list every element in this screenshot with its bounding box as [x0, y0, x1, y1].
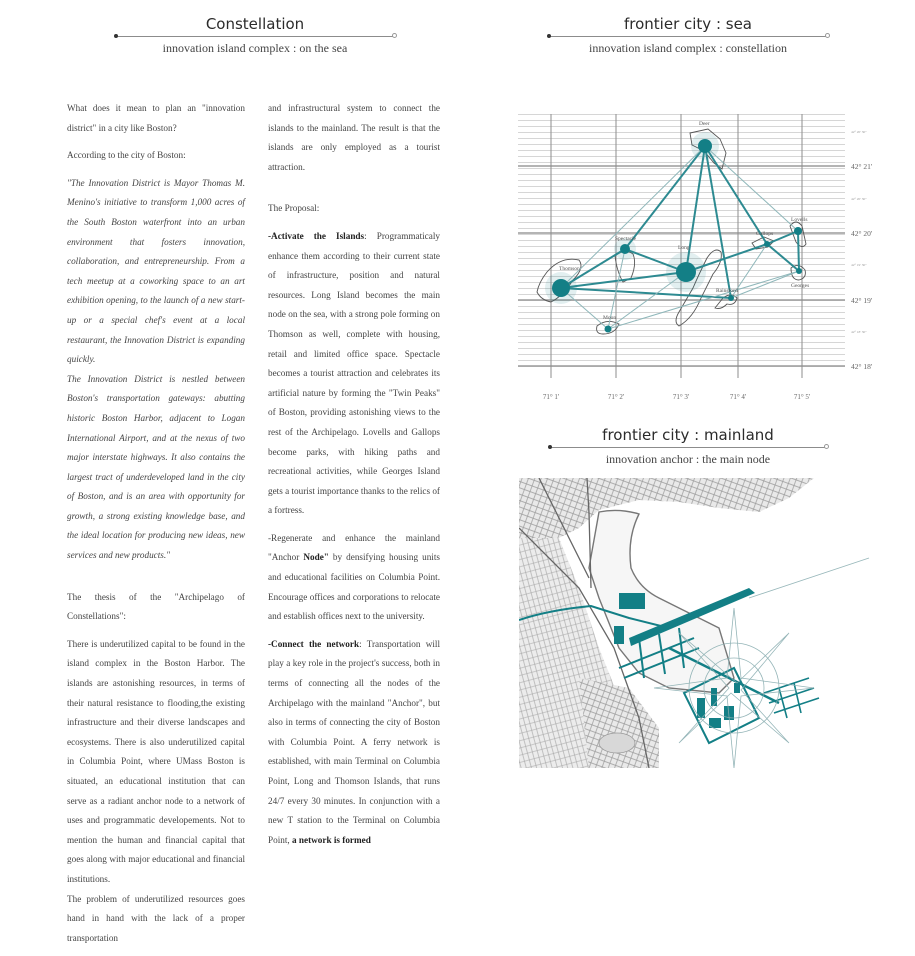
svg-text:42° 19': 42° 19' — [851, 296, 873, 305]
divider-dot-icon — [114, 34, 118, 38]
divider-ring-icon — [392, 33, 397, 38]
svg-text:Long: Long — [678, 245, 690, 251]
svg-text:Gallops: Gallops — [756, 231, 774, 237]
proposal-item-connect — [268, 635, 440, 851]
mainland-section-header — [550, 426, 826, 466]
svg-text:42° 19' 30": 42° 19' 30" — [851, 263, 867, 267]
proposal-item-activate-title: -Activate the Islands — [268, 230, 365, 241]
left-section-title: Constellation — [205, 15, 305, 33]
proposal-item-connect-conclusion: a network is formed — [292, 834, 371, 845]
text-column-2 — [268, 99, 440, 858]
svg-text:71° 4': 71° 4' — [729, 393, 747, 401]
proposal-item-regenerate — [268, 529, 440, 627]
sea-section-title: frontier city : sea — [623, 15, 752, 33]
title-divider — [549, 36, 827, 37]
svg-text:42° 20' 30": 42° 20' 30" — [851, 197, 867, 201]
proposal-item-connect-text: : Transportation will play a key role in the project's success, both in terms of connecting all the nodes of the Archipelago with the mainland "Anchor", but also in terms of connecting the city of Boston with Columbia Point. A ferry network is established, with main Terminal on Columbia Point, Long and Thomson Islands, that runs 24/7 every 30 minutes. In conjunction with a new T station to the Terminal on Columbia Point, — [268, 638, 440, 845]
quote-paragraph-1: "The Innovation District is Mayor Thomas M. Menino's initiative to transform 1,000 acres of the South Boston waterfront into an urban environment that fosters innovation, collaboration, and entrepreneurship. From a tech meetup at a coworking space to an art exhibition opening, to the launch of a new start-up or a special chef's event at a local restaurant, the Innovation District is expanding quickly. — [67, 177, 245, 365]
quote-paragraph-2: The Innovation District is nestled between Boston's transportation gateways: abutting historic Boston Harbor, adjacent to Logan International Airport, and at the nexus of two major interstate highways. It also contains the largest tract of underdeveloped land in the city of Boston, and is an area with opportunity for growth, a strong existing knowledge base, and the ideal location for producing new ideas, new services and new products." — [67, 373, 245, 561]
svg-text:71° 2': 71° 2' — [607, 393, 625, 401]
thesis-paragraph: There is underutilized capital to be found in the island complex in the Boston Harbor. The islands are astonishing resources, in terms of their natural resistance to flooding,the existing infrastructure and their diverse landscapes and ecosystems. There is also underutilized capital in Columbia Point, where UMass Boston is situated, an educational institution that can serve as a radiant anchor node to a network of uses and programmatic developements. Not to mention the human and financial capital that goes along with major educational and financial institutions. — [67, 638, 245, 884]
proposal-item-regenerate-title: Node" — [303, 552, 329, 563]
proposal-heading: The Proposal: — [268, 203, 320, 214]
proposal-item-regenerate-text: by densifying housing units and educational facilities on Columbia Point. Encourage offices and corporations to relocate and establish offices next to the university. — [268, 552, 440, 622]
sea-section-header — [549, 15, 827, 55]
svg-text:Moon: Moon — [603, 315, 617, 321]
title-divider — [550, 447, 826, 448]
proposal-item-regenerate-prefix: -Regenerate and enhance the mainland "Anchor — [268, 532, 440, 563]
mainland-section-subtitle: innovation anchor : the main node — [605, 452, 771, 466]
svg-text:71° 1': 71° 1' — [542, 393, 560, 401]
svg-text:Spectacle: Spectacle — [615, 236, 637, 242]
problem-paragraph: The problem of underutilized resources goes hand in hand with the lack of a proper transportation — [67, 893, 245, 943]
svg-text:Thomson: Thomson — [559, 266, 580, 272]
divider-ring-icon — [824, 444, 829, 449]
spacer — [268, 185, 440, 199]
intro-source: According to the city of Boston: — [67, 150, 186, 161]
mainland-map-graphic — [519, 478, 895, 768]
thesis-heading: The thesis of the "Archipelago of Constellations": — [67, 591, 245, 622]
svg-text:42° 21': 42° 21' — [851, 162, 873, 171]
proposal-item-activate-text: : Programmaticaly enhance them according to their current state of infrastructure, position and natural resources. Long Island becomes the main node on the sea, with a strong pole forming on Thomson as well, complete with housing, retail and limited office space. Spectacle becomes a tourist attraction and celebrates its artificial nature by forming the "Twin Peaks" of Boston, providing astonishing views to the rest of the Archipelago. Lovells and Gallops become parks, with hiking paths and recreational activities, while Georges Island gets a tourist importance thanks to the relics of a fortress. — [268, 230, 440, 516]
mainland-section-title: frontier city : mainland — [602, 426, 774, 444]
proposal-item-activate — [268, 227, 440, 521]
constellation-map — [515, 108, 900, 408]
divider-dot-icon — [548, 445, 552, 449]
spacer — [67, 574, 245, 588]
mainland-map — [519, 478, 895, 768]
title-divider — [116, 36, 394, 37]
text-column-1 — [67, 99, 245, 956]
svg-text:Rainsford: Rainsford — [716, 288, 738, 294]
svg-text:71° 3': 71° 3' — [672, 393, 690, 401]
svg-text:42° 20' 30": 42° 20' 30" — [851, 130, 867, 134]
left-section-subtitle: innovation island complex : on the sea — [162, 41, 348, 55]
svg-text:71° 5': 71° 5' — [793, 393, 811, 401]
divider-ring-icon — [825, 33, 830, 38]
svg-text:42° 18' 30": 42° 18' 30" — [851, 330, 867, 334]
svg-text:Deer: Deer — [699, 121, 710, 127]
divider-dot-icon — [547, 34, 551, 38]
sea-section-subtitle: innovation island complex : constellation — [589, 41, 787, 55]
svg-text:Lovells: Lovells — [791, 217, 808, 223]
proposal-item-connect-title: -Connect the network — [268, 638, 360, 649]
constellation-map-graphic — [515, 108, 900, 408]
svg-text:42° 18': 42° 18' — [851, 362, 873, 371]
svg-text:42° 20': 42° 20' — [851, 229, 873, 238]
continuation-paragraph: and infrastructural system to connect the islands to the mainland. The result is that the islands are only employed as a tourist attraction. — [268, 103, 440, 172]
left-section-header — [116, 15, 394, 55]
intro-question: What does it mean to plan an "innovation district" in a city like Boston? — [67, 103, 245, 133]
svg-text:Georges: Georges — [791, 283, 810, 289]
